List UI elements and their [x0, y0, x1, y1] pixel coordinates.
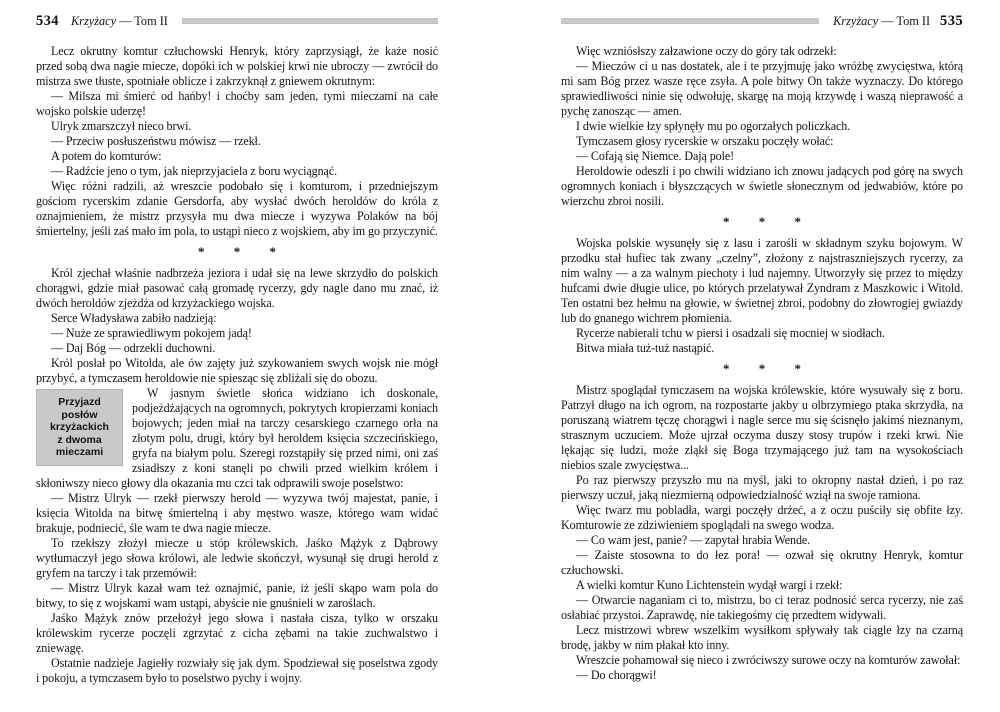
margin-note-line: Przyjazd posłów [58, 396, 101, 421]
paragraph: Tymczasem głosy rycerskie w orszaku poczęły wołać: [576, 134, 834, 148]
paragraph: Po raz pierwszy przyszło mu na myśl, jaki to okropny nastał dzień, i po raz pierwszy uczuł, jaką niezmierną odpowiedzialność wziął na swoje ramiona. [561, 473, 963, 502]
paragraph: Król posłał po Witolda, ale ów zajęty już szykowaniem swych wojsk nie mógł przybyć, a tymczasem heroldowie nie spiesząc się zbliżali się do obozu. [36, 356, 438, 385]
paragraph-dialogue: — Przeciw posłuszeństwu mówisz — rzekł. [51, 134, 261, 148]
paragraph-dialogue: — Co wam jest, panie? — zapytał hrabia Wende. [576, 533, 811, 547]
page-number-left: 534 [36, 12, 59, 29]
paragraph: Bitwa miała tuż-tuż nastąpić. [576, 341, 715, 355]
paragraph: Król zjechał właśnie nadbrzeża jeziora i udał się na lewe skrzydło do polskich chorągwi, gdzie miał pasować całą gromadę rycerzy, gdy nagle dano mu znać, iż dwóch heroldów zjeżdża od krzyżackiego wojska. [36, 266, 438, 310]
paragraph-dialogue: — Do chorągwi! [576, 668, 657, 682]
section-separator: * * * [723, 361, 801, 376]
paragraph-dialogue: — Mistrz Ulryk kazał wam też oznajmić, panie, iż jeśli skąpo wam pola do bitwy, to się z wojskami wam ustąpi, abyście nie gnuśnieli w zaroślach. [36, 581, 438, 610]
paragraph-dialogue: — Otwarcie naganiam ci to, mistrzu, bo ci teraz podnosić serca rycerzy, nie zaś osłabiać przystoi. Zaprawdę, nie takiegośmy cię przedtem widywali. [561, 593, 963, 622]
text-column-right [561, 44, 963, 683]
paragraph: Serce Władysława zabiło nadzieją: [51, 311, 217, 325]
paragraph: A potem do komturów: [51, 149, 162, 163]
paragraph: Lecz mistrzowi wbrew wszelkim wysiłkom spływały tak ciągle łzy na czarną brodę, jakby w nim płakał kto inny. [561, 623, 963, 652]
paragraph: Ostatnie nadzieje Jagiełły rozwiały się jak dym. Spodziewał się poselstwa zgody i pokoju, a tymczasem było to poselstwo pychy i wojny. [36, 656, 438, 685]
paragraph-dialogue: — Milsza mi śmierć od hańby! i choćby sam jeden, tymi mieczami na całe wojsko polskie uderzę! [36, 89, 438, 118]
paragraph: A wielki komtur Kuno Lichtenstein wydął wargi i rzekł: [576, 578, 843, 592]
paragraph-dialogue: — Mieczów ci u nas dostatek, ale i te przyjmuję jako wróżbę zwycięstwa, którą mi sam Bóg przez wasze ręce zsyła. A pole bitwy On także wyznaczy. Do którego sprawiedliwości ninie się odwołuję, skargę na moją krzywdę i waszą nieprawość a pychę zanosząc — amen. [561, 59, 963, 118]
paragraph-dialogue: — Daj Bóg — odrzekli duchowni. [51, 341, 216, 355]
paragraph: Mistrz spoglądał tymczasem na wojska królewskie, które wysuwały się z boru. Patrzył długo na ich ogrom, na rozpostarte jakby u olbrzymiego ptaka skrzydła, na poruszaną wiatrem tęczę chorągwi i nagle serce mu się ścisnęło jakimś nieznanym, strasznym uczuciem. Może ujrzał oczyma duszy stosy trupów i rzeki krwi. Nie lękając się ludzi, może zląkł się Boga trzymającego już tam na wysokościach niebios szale zwycięstwa... [561, 383, 963, 472]
paragraph-text: W jasnym świetle słońca widziano ich doskonale, podjeżdżających na ogromnych, pokrytych kropierzami koniach bojowych; jeden miał na tarczy cesarskiego czarnego orła na złotym polu, drugi, który był heroldem księcia szczecińskiego, gryfa na białym polu. Szeregi rozstąpiły się przed nimi, oni zaś zsiadłszy z koni stanęli po chwili przed wielkim królem i skłoniwszy nieco głowy dla okazania mu czci tak odprawili swoje poselstwo: [36, 386, 438, 490]
margin-note-line: mieczami [55, 446, 104, 458]
running-title-rest: — Tom II [119, 13, 168, 28]
margin-note [36, 389, 123, 466]
paragraph: Wreszcie pohamował się nieco i zwróciwszy surowe oczy na komturów zawołał: [576, 653, 961, 667]
paragraph: I dwie wielkie łzy spłynęły mu po ogorzałych policzkach. [576, 119, 851, 133]
header-rule-left [182, 18, 438, 24]
running-title-left [71, 14, 168, 29]
page-left [36, 13, 438, 686]
page-header-right [561, 13, 963, 29]
paragraph-dialogue: — Zaiste stosowna to do łez pora! — ozwał się okrutny Henryk, komtur człuchowski. [561, 548, 963, 577]
paragraph-dialogue: — Nuże ze sprawiedliwym pokojem jadą! [51, 326, 252, 340]
page-number-right: 535 [940, 12, 963, 29]
paragraph-dialogue: — Cofają się Niemce. Dają pole! [576, 149, 735, 163]
paragraph: To rzekłszy złożył miecze u stóp królewskich. Jaśko Mążyk z Dąbrowy wytłumaczył jego słowa królowi, ale ledwie skończył, wysunął się drugi herold z gryfem na tarczy i tak przemówił: [36, 536, 438, 580]
text-column-left [36, 44, 438, 686]
paragraph: Wojska polskie wysunęły się z lasu i zarośli w składnym szyku bojowym. W przodku stał hufiec tak zwany „czelny”, złożony z najstraszniejszych rycerzy, za nim walny — a za walnym piechoty i lud najemny. Utworzyły się przez to między hufcami dwie długie ulice, po których przelatywał Zyndram z Maszkowic i Witold. Ten ostatni bez hełmu na głowie, w świetnej zbroi, podobny do złowrogiej gwiazdy lub do gnanego wichrem płomienia. [561, 236, 963, 325]
section-separator: * * * [723, 214, 801, 229]
page-header-left [36, 13, 438, 29]
margin-note-line: krzyżackich [50, 421, 109, 433]
running-title-italic: Krzyżacy [70, 13, 117, 28]
page-right [561, 13, 963, 683]
paragraph-dialogue: — Radźcie jeno o tym, jak nieprzyjaciela z boru wyciągnąć. [51, 164, 338, 178]
paragraph: Rycerze nabierali tchu w piersi i osadzali się mocniej w siodłach. [576, 326, 885, 340]
paragraph: Heroldowie odeszli i po chwili widziano ich znowu jadących pod górę na swych ogromnych koniach i błyszczących w świetle słonecznym od jedwabiów, które po wierzchu zbroi nosili. [561, 164, 963, 208]
paragraph-with-margin-note [36, 386, 438, 491]
paragraph: Lecz okrutny komtur człuchowski Henryk, który zaprzysiągł, że każe nosić przed sobą dwa nagie miecze, dopóki ich w polskiej krwi nie ubroczy — zwrócił do mistrza swe tłuste, spotniałe oblicze i zakrzyknął z gniewem okrutnym: [36, 44, 438, 88]
paragraph: Jaśko Mążyk znów przełożył jego słowa i nastała cisza, tylko w orszaku królewskim rycerze poczęli zgrzytać z cicha zębami na takie zuchwalstwo i zniewagę. [36, 611, 438, 655]
section-separator: * * * [198, 244, 276, 259]
header-rule-right [561, 18, 819, 24]
paragraph-dialogue: — Mistrz Ulryk — rzekł pierwszy herold — wyzywa twój majestat, panie, i księcia Witolda na bitwę śmiertelną i aby męstwo wasze, którego wam widać brakuje, podniecić, śle wam te dwa nagie miecze. [36, 491, 438, 535]
running-title-italic: Krzyżacy [833, 13, 879, 28]
paragraph: Więc wzniósłszy załzawione oczy do góry tak odrzekł: [576, 44, 837, 58]
paragraph: Więc twarz mu pobladła, wargi poczęły drżeć, a z oczu puściły się obfite łzy. Komturowie ze zdziwieniem spoglądali na swego wodza. [561, 503, 963, 532]
paragraph: Więc różni radzili, aż wreszcie podobało się i komturom, i przedniejszym gościom rycerskim zdanie Gersdorfa, aby wysłać dwóch heroldów do króla z oznajmieniem, że mistrz przysyła mu dwa miecze i wyzywa Polaków na bój śmiertelny, jeśli zaś mało im pola, to ustąpi nieco z wojskiem, aby im go przyczynić. [36, 179, 438, 238]
running-title-right [833, 14, 930, 29]
running-title-rest: — Tom II [881, 13, 931, 28]
margin-note-line: z dwoma [57, 433, 102, 446]
paragraph: Ulryk zmarszczył nieco brwi. [51, 119, 192, 133]
